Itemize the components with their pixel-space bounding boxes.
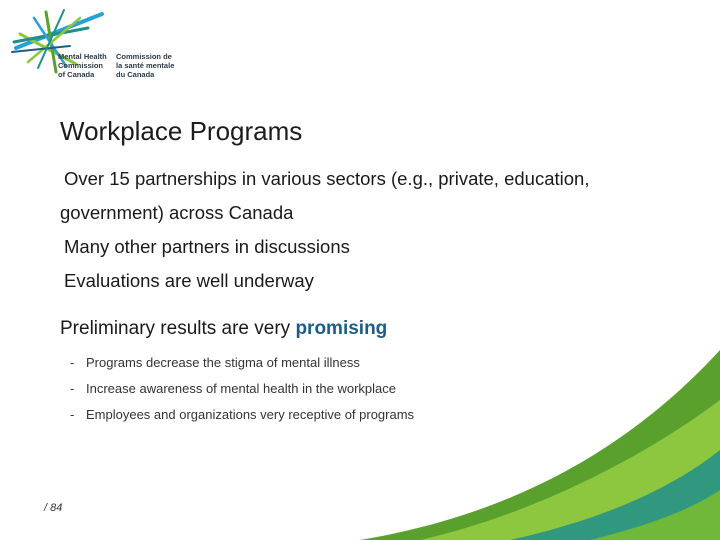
mhcc-logo [6,6,206,86]
logo-en-line: Commission [58,61,104,70]
logo-en-line: Mental Health [58,52,107,61]
dash-marker: - [70,381,75,396]
page-number: / 84 [44,502,63,514]
logo-en-line: of Canada [58,70,95,79]
dash-marker: - [70,355,75,370]
slide-title: Workplace Programs [60,116,303,146]
logo-text-french [116,52,174,79]
bullet-item: Many other partners in discussions [64,236,350,257]
sub-point-text: Employees and organizations very receptive of programs [86,407,415,422]
logo-fr-line: du Canada [116,70,155,79]
bullet-item-continuation: government) across Canada [60,202,294,223]
logo-fr-line: Commission de [116,52,172,61]
green-swoosh-decoration [360,320,720,540]
preliminary-emphasis: promising [295,318,388,339]
logo-text-english [58,52,107,79]
preliminary-prefix: Preliminary results are very [60,318,296,339]
sub-point-text: Increase awareness of mental health in the workplace [86,381,397,396]
logo-fr-line: la santé mentale [116,61,175,70]
bullet-list [60,162,680,298]
preliminary-results [60,318,387,340]
sub-point-text: Programs decrease the stigma of mental illness [86,355,360,370]
bullet-item: Evaluations are well underway [64,270,314,291]
dash-marker: - [70,407,75,422]
bullet-item: Over 15 partnerships in various sectors (e.g., private, education, [64,168,590,189]
